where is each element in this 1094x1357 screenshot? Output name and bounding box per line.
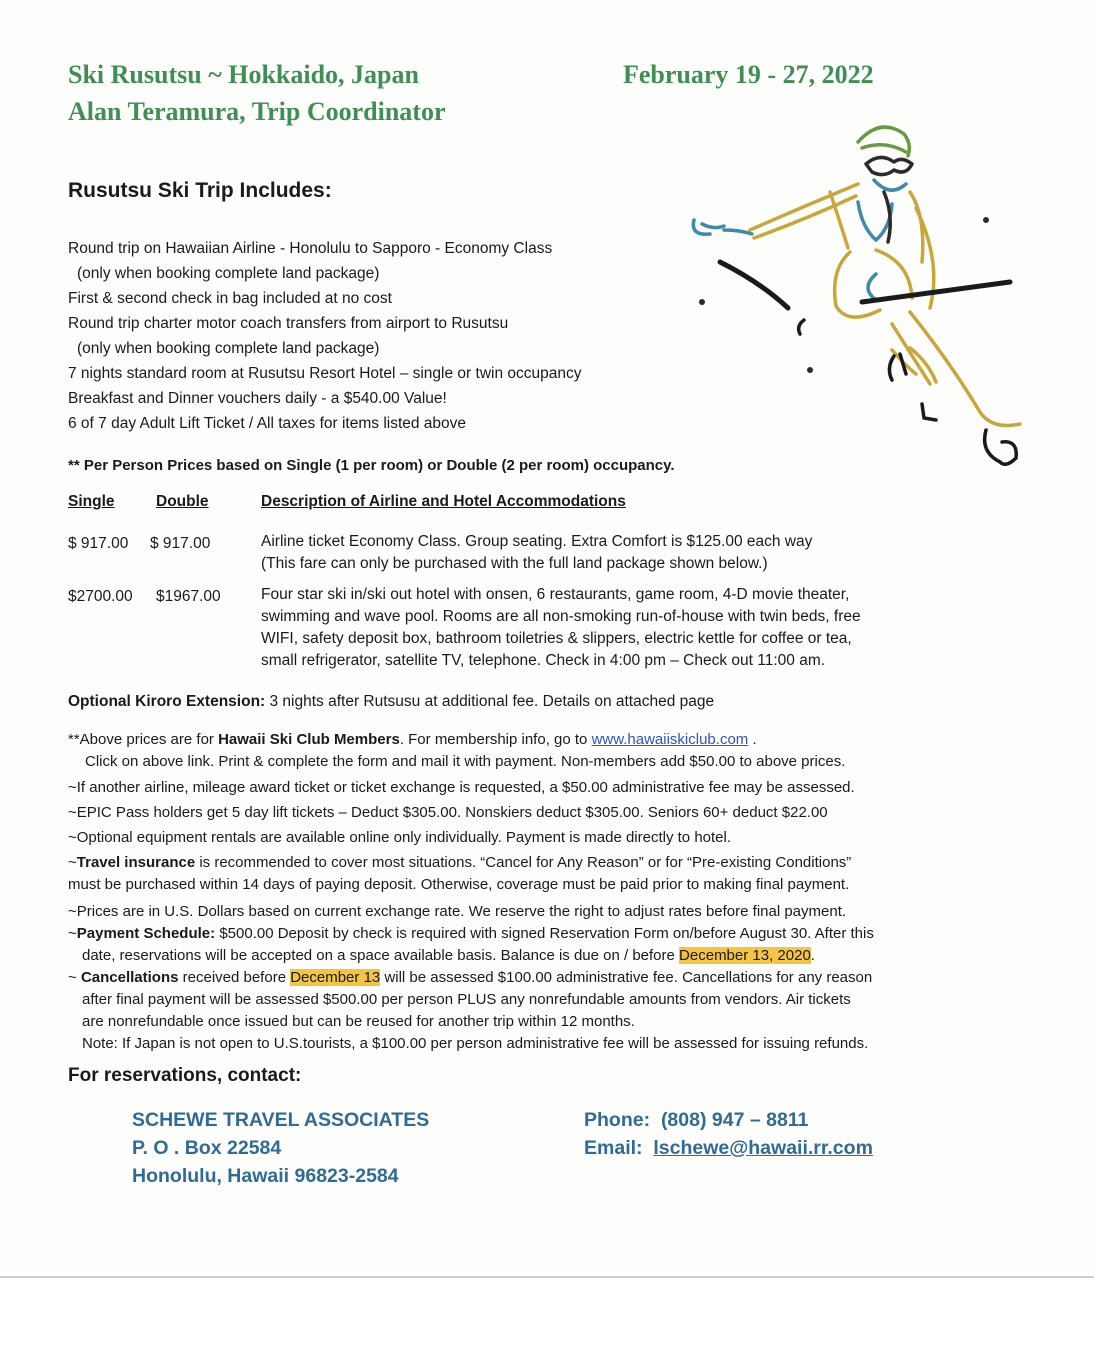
description-line: Four star ski in/ski out hotel with onsen, 6 restaurants, game room, 4-D movie theater, xyxy=(261,586,850,603)
skier-illustration xyxy=(680,112,1040,477)
includes-heading: Rusutsu Ski Trip Includes: xyxy=(68,179,332,202)
kiroro-extension xyxy=(68,689,714,714)
contact-heading: For reservations, contact: xyxy=(68,1065,302,1086)
note-currency: ~Prices are in U.S. Dollars based on current exchange rate. We reserve the right to adjust rates before final payment. xyxy=(68,903,847,920)
price-single: $ 917.00 xyxy=(68,535,129,552)
include-item: Round trip charter motor coach transfers from airport to Rusutsu xyxy=(68,315,509,332)
notes-block xyxy=(68,729,874,1055)
include-item: Round trip on Hawaiian Airline - Honolulu to Sapporo - Economy Class xyxy=(68,240,553,257)
cancellation-date: December 13 xyxy=(290,969,381,986)
trip-title: Ski Rusutsu ~ Hokkaido, Japan xyxy=(68,60,419,89)
phone-row xyxy=(584,1106,873,1134)
col-header-description: Description of Airline and Hotel Accommodations xyxy=(261,493,626,510)
note-payment-line2: date, reservations will be accepted on a space available basis. Balance is due on / before December 13, 2020. xyxy=(82,947,815,964)
trip-coordinator: Alan Teramura, Trip Coordinator xyxy=(68,97,446,126)
description-line: (This fare can only be purchased with the full land package shown below.) xyxy=(261,555,768,572)
extension-label: Optional Kiroro Extension: xyxy=(68,693,266,710)
city-state-zip: Honolulu, Hawaii 96823-2584 xyxy=(132,1165,399,1187)
include-item: (only when booking complete land package) xyxy=(77,265,380,282)
price-double: $1967.00 xyxy=(156,588,221,605)
email-link[interactable]: lschewe@hawaii.rr.com xyxy=(653,1137,873,1159)
company-name: SCHEWE TRAVEL ASSOCIATES xyxy=(132,1109,430,1131)
note-insurance: ~Travel insurance is recommended to cover most situations. “Cancel for Any Reason” or for “Pre-existing Conditions” xyxy=(68,854,852,871)
contact-details xyxy=(584,1106,873,1162)
email-row xyxy=(584,1134,873,1162)
description-line: swimming and wave pool. Rooms are all non-smoking run-of-house with twin beds, free xyxy=(261,608,861,625)
note-members: **Above prices are for Hawaii Ski Club Members. For membership info, go to www.hawaiiskiclub.com . xyxy=(68,731,757,748)
includes-list xyxy=(68,236,581,436)
note-cancellations: ~ Cancellations received before December 13 will be assessed $100.00 administrative fee. Cancellations for any reason xyxy=(68,969,873,986)
col-header-double: Double xyxy=(156,493,209,510)
balance-due-date: December 13, 2020 xyxy=(679,947,811,964)
include-item: Breakfast and Dinner vouchers daily - a $540.00 Value! xyxy=(68,390,447,407)
price-double: $ 917.00 xyxy=(150,535,211,552)
price-single: $2700.00 xyxy=(68,588,133,605)
note-insurance-line2: must be purchased within 14 days of paying deposit. Otherwise, coverage must be paid prior to making final payment. xyxy=(68,876,850,893)
description-line: small refrigerator, satellite TV, telephone. Check in 4:00 pm – Check out 11:00 am. xyxy=(261,652,826,669)
extension-text: 3 nights after Rutsusu at additional fee. Details on attached page xyxy=(265,693,715,710)
description-line: Airline ticket Economy Class. Group seating. Extra Comfort is $125.00 each way xyxy=(261,533,813,550)
note-cancellations-line2: after final payment will be assessed $500.00 per person PLUS any nonrefundable amounts from vendors. Air tickets xyxy=(82,991,851,1008)
include-item: First & second check in bag included at no cost xyxy=(68,290,392,307)
phone-number[interactable]: (808) 947 – 8811 xyxy=(660,1109,809,1131)
include-item: 6 of 7 day Adult Lift Ticket / All taxes for items listed above xyxy=(68,415,467,432)
note-airline: ~If another airline, mileage award ticket or ticket exchange is requested, a $50.00 administrative fee may be assessed. xyxy=(68,779,855,796)
note-refunds: Note: If Japan is not open to U.S.tourists, a $100.00 per person administrative fee will be assessed for issuing refunds. xyxy=(82,1035,869,1052)
include-item: 7 nights standard room at Rusutsu Resort Hotel – single or twin occupancy xyxy=(68,365,582,382)
col-header-single: Single xyxy=(68,493,115,510)
note-rentals: ~Optional equipment rentals are available online only individually. Payment is made directly to hotel. xyxy=(68,829,732,846)
note-epic: ~EPIC Pass holders get 5 day lift tickets – Deduct $305.00. Nonskiers deduct $305.00. Seniors 60+ deduct $22.00 xyxy=(68,804,828,821)
po-box: P. O . Box 22584 xyxy=(132,1137,282,1159)
note-members-line2: Click on above link. Print & complete the form and mail it with payment. Non-members add $50.00 to above prices. xyxy=(85,753,846,770)
note-cancellations-line3: are nonrefundable once issued but can be reused for another trip within 12 months. xyxy=(82,1013,635,1030)
include-item: (only when booking complete land package) xyxy=(77,340,380,357)
phone-label: Phone: xyxy=(584,1109,651,1131)
price-note: ** Per Person Prices based on Single (1 per room) or Double (2 per room) occupancy. xyxy=(68,457,675,474)
membership-link[interactable]: www.hawaiiskiclub.com xyxy=(591,731,749,748)
price-description xyxy=(261,531,812,575)
description-line: WIFI, safety deposit box, bathroom toiletries & slippers, electric kettle for coffee or tea, xyxy=(261,630,852,647)
contact-address xyxy=(132,1106,429,1190)
email-label: Email: xyxy=(584,1137,643,1159)
trip-dates: February 19 - 27, 2022 xyxy=(623,60,874,89)
price-description xyxy=(261,584,861,672)
note-payment: ~Payment Schedule: $500.00 Deposit by check is required with signed Reservation Form on/before August 30. After this xyxy=(68,925,874,942)
